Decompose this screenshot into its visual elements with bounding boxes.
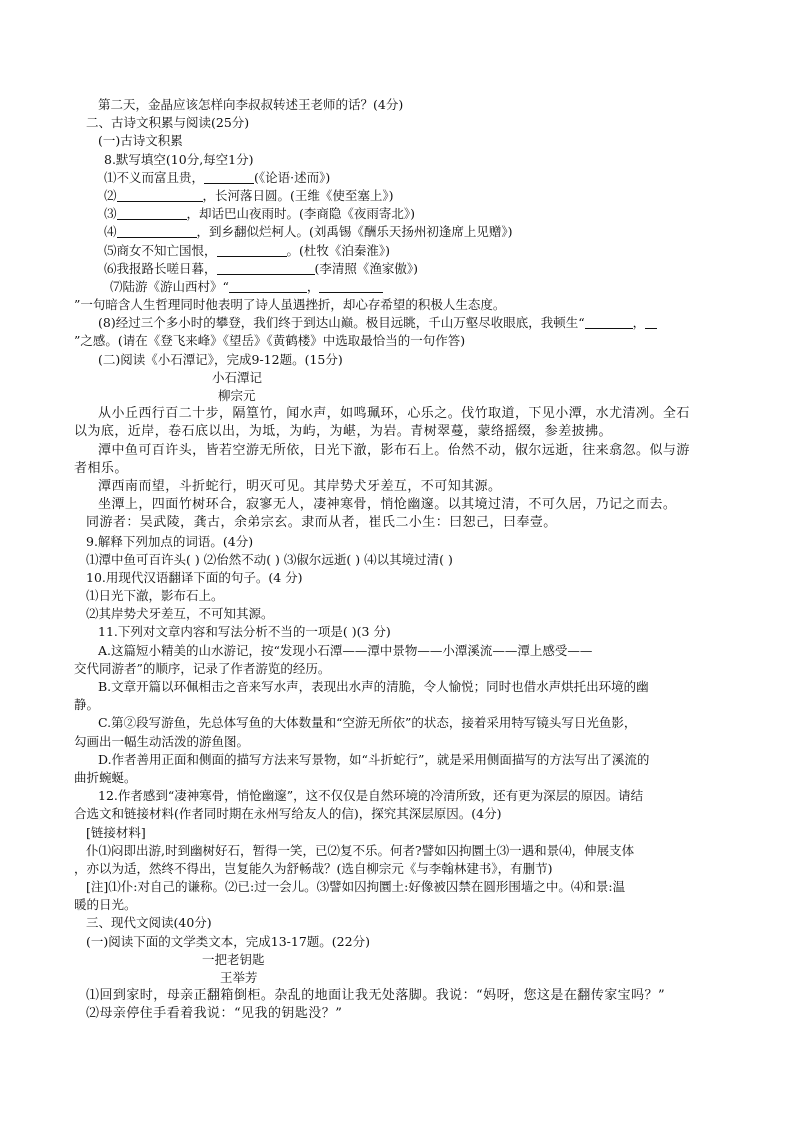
fill-blank-item: ⑹我报路长嗟日暮， (李清照《渔家傲》): [104, 260, 419, 276]
answer-blank[interactable]: [229, 279, 307, 293]
annotation-line: 暖的日光。: [74, 897, 137, 913]
fill-blank-item: ⑵ ，长河落日圆。(王维《使至塞上》): [104, 187, 394, 203]
option-line: 静。: [74, 697, 100, 713]
section-heading: 三、现代文阅读(40分): [86, 915, 212, 931]
fill-blank-item: ⑸商女不知亡国恨， 。(杜牧《泊秦淮》): [104, 242, 391, 258]
answer-blank[interactable]: [319, 279, 383, 293]
option-line: 交代同游者”的顺序，记录了作者游览的经历。: [74, 660, 331, 676]
passage-paragraph: 潭中鱼可百许头，皆若空游无所依，日光下澈，影布石上。佁然不动，俶尔远逝，往来翕忽。似与游: [98, 442, 690, 458]
annotation-line: [注]⑴仆:对自己的谦称。⑵已:过一会儿。⑶譬如囚拘圜土:好像被囚禁在圆形围墙之中。⑷和景:温: [86, 879, 626, 895]
passage-paragraph: 以为底，近岸，卷石底以出，为坻，为屿，为嵁，为岩。青树翠蔓，蒙络摇缀，参差披拂。: [74, 424, 613, 440]
subsection-heading: (一)阅读下面的文学类文本，完成13-17题。(22分): [86, 933, 370, 949]
passage-paragraph: 者相乐。: [74, 460, 128, 476]
option-line: 勾画出一幅生动活泼的游鱼图。: [74, 733, 250, 749]
answer-blank[interactable]: [217, 243, 287, 257]
section-heading: 二、古诗文积累与阅读(25分): [86, 115, 250, 131]
exam-page: [74, 96, 720, 1024]
passage-title: 小石潭记: [212, 369, 263, 385]
question-line: ⑴日光下澈，影布石上。: [86, 588, 224, 604]
answer-blank[interactable]: [117, 224, 197, 238]
answer-blank[interactable]: [585, 315, 633, 329]
question-line: 第二天，金晶应该怎样向李叔叔转述王老师的话？(4分): [98, 97, 404, 112]
passage-author: 王举芳: [220, 970, 258, 985]
fill-blank-item: ⑶ ，却话巴山夜雨时。(李商隐《夜雨寄北》): [104, 206, 416, 222]
option-line: D.作者善用正面和侧面的描写方法来写景物，如“斗折蛇行”，就是采用侧面描写的方法写出了溪流的: [98, 751, 650, 767]
passage-paragraph: 从小丘西行百二十步，隔篁竹，闻水声，如鸣珮环，心乐之。伐竹取道，下见小潭，水尤清冽。全石: [98, 406, 690, 422]
passage-paragraph: 同游者：吴武陵，龚古，余弟宗玄。隶而从者，崔氏二小生：曰恕己，曰奉壹。: [86, 515, 557, 531]
passage-paragraph: 坐潭上，四面竹树环合，寂寥无人，凄神寒骨，悄怆幽邃。以其境过清，不可久居，乃记之而去。: [98, 497, 677, 513]
question-line: 9.解释下列加点的词语。(4分): [86, 533, 254, 549]
passage-paragraph: ⑴回到家时，母亲正翻箱倒柜。杂乱的地面让我无处落脚。我说：“妈呀，您这是在翻传家宝吗？”: [86, 988, 666, 1004]
material-paragraph: ，亦以为适，然终不得出，岂复能久为舒畅哉？(选自柳宗元《与李翰林建书》，有删节): [74, 860, 553, 876]
answer-blank[interactable]: [117, 188, 203, 202]
answer-blank[interactable]: [204, 170, 254, 184]
question-line: 11.下列对文章内容和写法分析不当的一项是( )(3 分): [98, 624, 391, 640]
fill-blank-item: ⑴不义而富且贵， (《论语·述而》): [104, 169, 331, 185]
subsection-heading: (二)阅读《小石潭记》，完成9-12题。(15分): [98, 351, 343, 367]
passage-paragraph: 潭西南而望，斗折蛇行，明灭可见。其岸势犬牙差互，不可知其源。: [98, 478, 502, 494]
fill-blank-item: ⑺陆游《游山西村》“ ，: [74, 278, 720, 296]
material-paragraph: 仆⑴闷即出游,时到幽树好石，暂得一笑，已⑵复不乐。何者?譬如囚拘圜土⑶一遇和景⑷，伸展支体: [86, 842, 635, 858]
question-line: 8.默写填空(10分,每空1分): [104, 151, 254, 167]
fill-blank-item: ⑷ ，到乡翻似烂柯人。(刘禹锡《酬乐天扬州初逢席上见赠》): [104, 224, 513, 240]
passage-author: 柳宗元: [218, 388, 256, 403]
subsection-heading: (一)古诗文积累: [98, 133, 183, 149]
question-line: 12.作者感到“凄神寒骨，悄怆幽邃”，这不仅仅是自然环境的冷清所致，还有更为深层的原因。请结: [98, 788, 644, 804]
answer-blank[interactable]: [645, 315, 657, 329]
answer-blank[interactable]: [217, 261, 315, 275]
question-line: ”一句暗含人生哲理同时他表明了诗人虽遇挫折，却心存希望的积极人生态度。: [74, 297, 506, 313]
option-line: A.这篇短小精美的山水游记，按“发现小石潭——潭中景物——小潭溪流——潭上感受——: [98, 642, 593, 658]
question-line: ⑵其岸势犬牙差互，不可知其源。: [86, 606, 274, 622]
option-line: 曲折蜿蜒。: [74, 769, 137, 785]
option-line: B.文章开篇以环佩相击之音来写水声，表现出水声的清脆，令人愉悦；同时也借水声烘托出环境的幽: [98, 679, 649, 694]
answer-blank[interactable]: [117, 206, 187, 220]
passage-title: 一把老钥匙: [202, 951, 265, 967]
question-line: ⑴潭中鱼可百许头( ) ⑵佁然不动( ) ⑶俶尔远逝( ) ⑷以其境过清( ): [86, 551, 453, 567]
question-line: ”之感。(请在《登飞来峰》《望岳》《黄鹤楼》中选取最恰当的一句作答): [74, 333, 466, 349]
passage-paragraph: ⑵母亲停住手看着我说：“见我的钥匙没？”: [86, 1006, 343, 1022]
fill-blank-item: (8)经过三个多小时的攀登，我们终于到达山巅。极目远眺，千山万壑尽收眼底，我顿生“ ，: [74, 314, 720, 332]
question-line: 10.用现代汉语翻译下面的句子。(4 分): [86, 569, 303, 585]
question-line: 合选文和链接材料(作者同时期在永州写给友人的信)，探究其深层原因。(4分): [74, 806, 502, 822]
material-heading: [链接材料]: [86, 824, 146, 840]
option-line: C.第②段写游鱼，先总体写鱼的大体数量和“空游无所依”的状态，接着采用特写镜头写日光鱼影，: [98, 715, 637, 731]
